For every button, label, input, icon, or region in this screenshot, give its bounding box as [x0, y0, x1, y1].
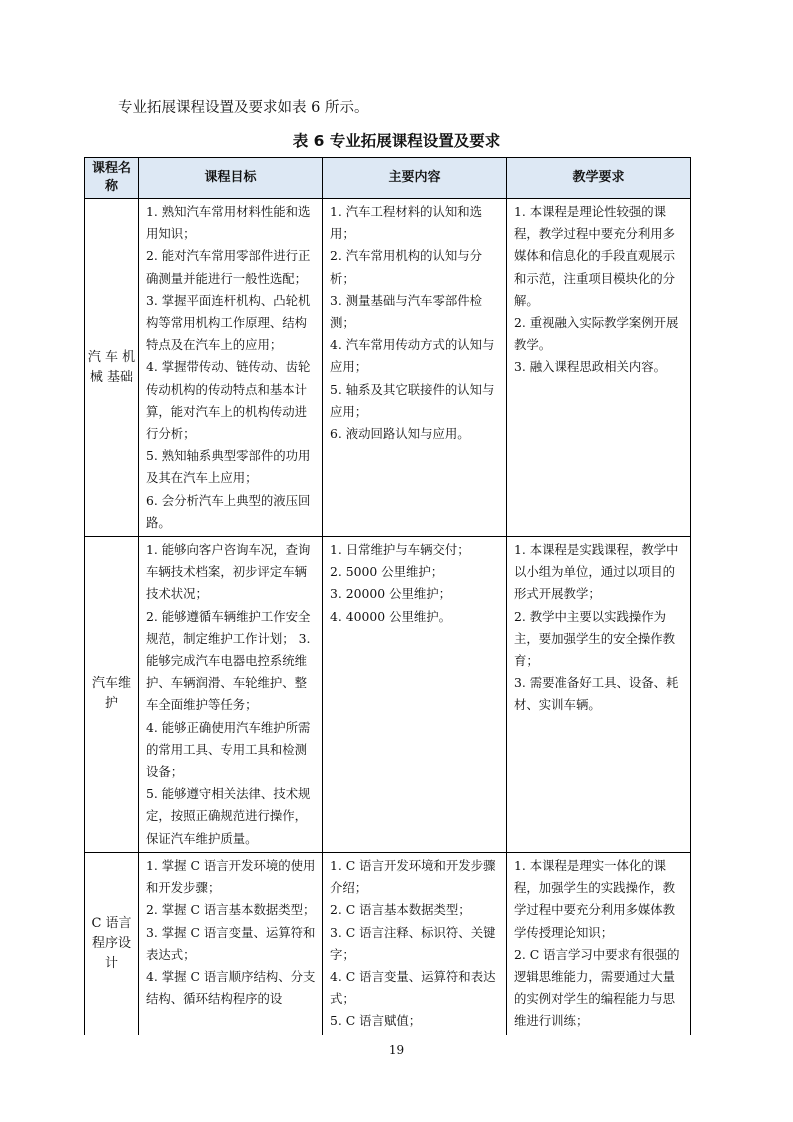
course-name: C 语言程序设计	[85, 852, 139, 1034]
content-item: 2. C 语言基本数据类型；	[330, 902, 471, 918]
goal-item: 1. 能够向客户咨询车况，查询车辆技术档案，初步评定车辆技术状况；	[146, 542, 311, 602]
goal-item: 6. 会分析汽车上典型的液压回路。	[146, 492, 311, 530]
content-item: 1. C 语言开发环境和开发步骤介绍；	[330, 857, 496, 896]
content-item: 6. 液动回路认知与应用。	[330, 426, 470, 442]
goal-item: 3. 掌握平面连杆机构、凸轮机构等常用机构工作原理、结构特点及在汽车上的应用；	[146, 292, 311, 353]
content-item: 4. C 语言变量、运算符和表达式；	[330, 968, 496, 1007]
table-row	[85, 199, 691, 537]
goal-item: 2. 能对汽车常用零部件进行正确测量并能进行一般性选配；	[146, 248, 311, 286]
content-item: 1. 汽车工程材料的认知和选用；	[330, 204, 483, 242]
content-item: 4. 汽车常用传动方式的认知与应用；	[330, 337, 495, 375]
teaching-req-cell	[507, 852, 691, 1034]
header-course-goal: 课程目标	[139, 158, 323, 199]
req-item: 3. 融入课程思政相关内容。	[514, 359, 667, 375]
req-item: 3. 需要准备好工具、设备、耗材、实训车辆。	[514, 675, 679, 713]
goal-item: 4. 掌握带传动、链传动、齿轮传动机构的传动特点和基本计算，能对汽车上的机构传动进行分析；	[146, 359, 311, 442]
req-item: 1. 本课程是实践课程，教学中以小组为单位，通过以项目的形式开展教学；	[514, 542, 679, 602]
content-item: 3. 20000 公里维护；	[330, 586, 452, 602]
req-item: 2. 重视融入实际教学案例开展教学。	[514, 315, 679, 353]
req-item: 1. 本课程是理实一体化的课程，加强学生的实践操作，教学过程中要充分利用多媒体教学传授理论知识；	[514, 857, 676, 940]
course-name: 汽车维护	[85, 537, 139, 853]
teaching-req-cell	[507, 199, 691, 537]
course-table	[84, 157, 691, 1035]
course-goal-cell	[139, 199, 323, 537]
main-content-cell	[323, 199, 507, 537]
goal-item: 2. 能够遵循车辆维护工作安全规范，制定维护工作计划； 3. 能够完成汽车电器电控系统维护、车辆润滑、车轮维护、整车全面维护等任务；	[146, 608, 311, 713]
req-item: 2. 教学中主要以实践操作为主，要加强学生的安全操作教育；	[514, 608, 676, 669]
goal-item: 1. 掌握 C 语言开发环境的使用和开发步骤；	[146, 857, 316, 896]
content-item: 4. 40000 公里维护。	[330, 608, 452, 624]
content-item: 1. 日常维护与车辆交付；	[330, 542, 470, 558]
table-caption: 表 6 专业拓展课程设置及要求	[292, 132, 501, 150]
goal-item: 5. 能够遵守相关法律、技术规定，按照正确规范进行操作，保证汽车维护质量。	[146, 786, 311, 846]
goal-item: 5. 熟知轴系典型零部件的功用及其在汽车上应用；	[146, 448, 311, 486]
req-item: 2. C 语言学习中要求有很强的逻辑思维能力，需要通过大量的实例对学生的编程能力与思维进行训练；	[514, 946, 680, 1029]
goal-item: 1. 熟知汽车常用材料性能和选用知识；	[146, 204, 311, 242]
goal-item: 4. 能够正确使用汽车维护所需的常用工具、专用工具和检测设备；	[146, 719, 311, 780]
content-item: 2. 5000 公里维护；	[330, 564, 444, 580]
table-row	[85, 852, 691, 1034]
content-item: 5. C 语言赋值；	[330, 1013, 422, 1029]
content-item: 5. 轴系及其它联接件的认知与应用；	[330, 381, 495, 419]
intro-text: 专业拓展课程设置及要求如表 6 所示。	[118, 100, 369, 116]
course-goal-cell	[139, 537, 323, 853]
goal-item: 2. 掌握 C 语言基本数据类型；	[146, 902, 316, 918]
goal-item: 3. 掌握 C 语言变量、运算符和表达式；	[146, 924, 316, 962]
header-course-name: 课程名称	[85, 158, 139, 199]
content-item: 2. 汽车常用机构的认知与分析；	[330, 248, 483, 286]
content-item: 3. 测量基础与汽车零部件检测；	[330, 292, 483, 331]
course-name: 汽 车 机 械 基础	[85, 199, 139, 537]
course-goal-cell	[139, 852, 323, 1034]
req-item: 1. 本课程是理论性较强的课程，教学过程中要充分利用多媒体和信息化的手段直观展示和示范，注重项目模块化的分解。	[514, 204, 676, 308]
teaching-req-cell	[507, 537, 691, 853]
main-content-cell	[323, 852, 507, 1034]
goal-item: 4. 掌握 C 语言顺序结构、分支结构、循环结构程序的设	[146, 968, 316, 1007]
header-teaching-req: 教学要求	[507, 158, 691, 199]
content-item: 3. C 语言注释、标识符、关键字；	[330, 924, 496, 962]
main-content-cell	[323, 537, 507, 853]
page-number: 19	[388, 1043, 405, 1057]
table-row	[85, 537, 691, 853]
header-main-content: 主要内容	[323, 158, 507, 199]
